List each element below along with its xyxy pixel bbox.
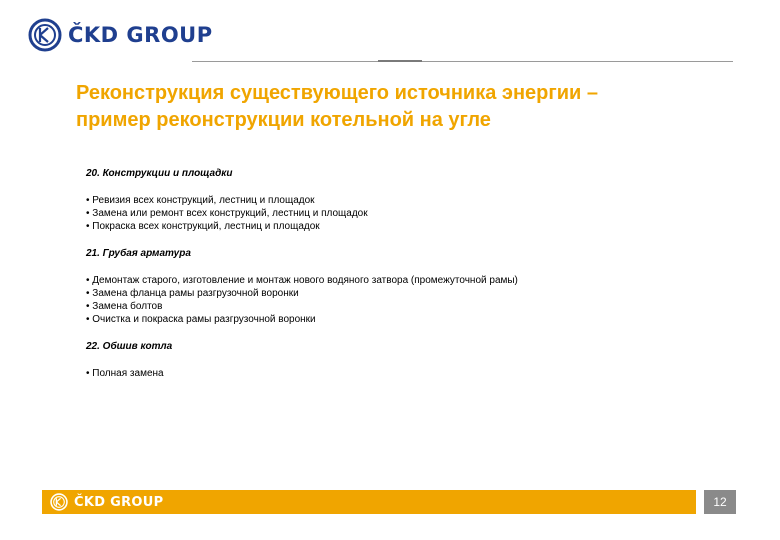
- bullet-item: • Покраска всех конструкций, лестниц и площадок: [86, 220, 706, 233]
- bullet-item: • Замена фланца рамы разгрузочной воронки: [86, 287, 706, 300]
- header-divider-accent: [378, 60, 422, 62]
- footer-bar: [42, 490, 696, 514]
- slide-title-line-1: Реконструкция существующего источника энергии –: [76, 82, 598, 104]
- slide-title-line-2: пример реконструкции котельной на угле: [76, 109, 491, 131]
- header-logo: [28, 18, 213, 52]
- bullet-list: [86, 274, 706, 326]
- page-number: 12: [704, 490, 736, 514]
- bullet-item: • Ревизия всех конструкций, лестниц и площадок: [86, 194, 706, 207]
- section-boiler-cladding: [86, 340, 706, 380]
- ckd-emblem-icon: [50, 493, 68, 511]
- bullet-list: [86, 194, 706, 233]
- slide-body: [86, 167, 706, 394]
- section-heading: 22. Обшив котла: [86, 341, 173, 352]
- bullet-item: • Полная замена: [86, 367, 706, 380]
- bullet-list: [86, 367, 706, 380]
- header-logo-text: ČKD GROUP: [68, 23, 213, 47]
- footer-logo-text: ČKD GROUP: [74, 494, 164, 510]
- bullet-item: • Замена или ремонт всех конструкций, лестниц и площадок: [86, 207, 706, 220]
- ckd-emblem-icon: [28, 18, 62, 52]
- section-heading: 20. Конструкции и площадки: [86, 168, 233, 179]
- section-constructions: [86, 167, 706, 233]
- header-divider: [192, 61, 733, 62]
- bullet-item: • Замена болтов: [86, 300, 706, 313]
- section-fittings: [86, 247, 706, 326]
- bullet-item: • Демонтаж старого, изготовление и монтаж нового водяного затвора (промежуточной рамы): [86, 274, 706, 287]
- slide-title: [76, 80, 736, 134]
- section-heading: 21. Грубая арматура: [86, 248, 191, 259]
- bullet-item: • Очистка и покраска рамы разгрузочной воронки: [86, 313, 706, 326]
